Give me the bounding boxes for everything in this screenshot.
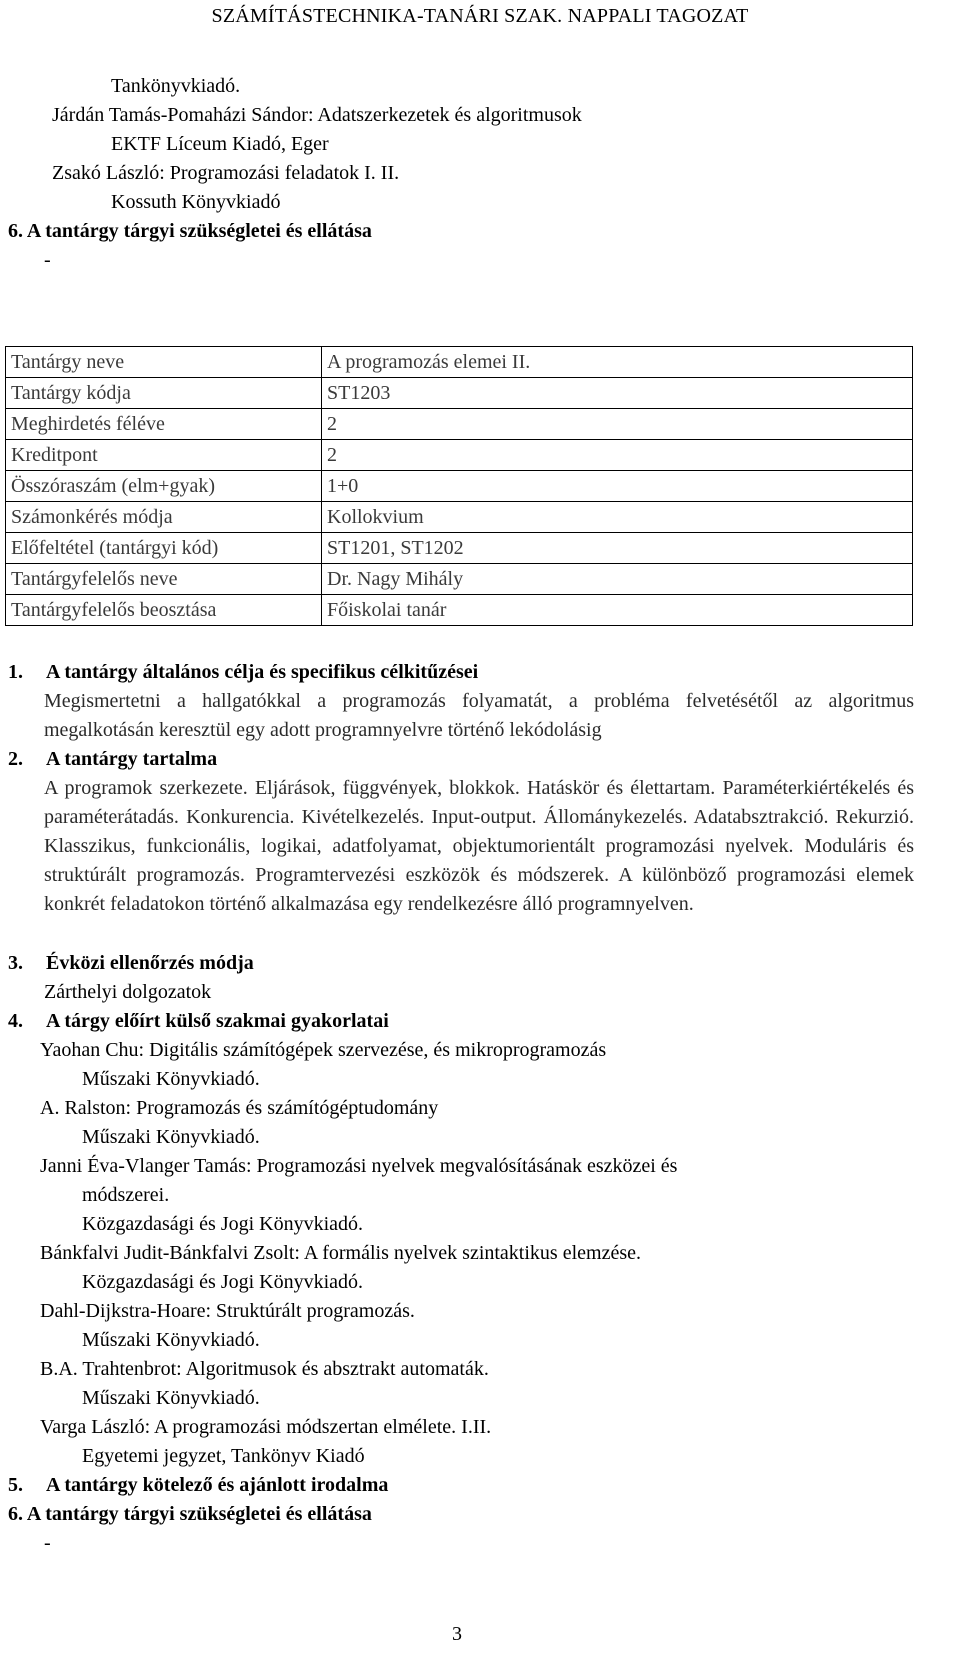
- reference-line: Egyetemi jegyzet, Tankönyv Kiadó: [82, 1445, 365, 1467]
- table-value: Főiskolai tanár: [322, 595, 913, 626]
- table-row: [6, 440, 913, 471]
- section-heading-4: [8, 1007, 389, 1036]
- table-row: [6, 347, 913, 378]
- dash-text: -: [44, 1532, 51, 1554]
- table-value: 2: [322, 440, 913, 471]
- ref-line: Kossuth Könyvkiadó: [111, 191, 281, 213]
- ref-line: Járdán Tamás-Pomaházi Sándor: Adatszerkezetek és algoritmusok: [52, 104, 582, 126]
- section-heading-3: [8, 949, 254, 978]
- table-key: Tantárgyfelelős neve: [6, 564, 322, 595]
- page-header: SZÁMÍTÁSTECHNIKA-TANÁRI SZAK. NAPPALI TAGOZAT: [211, 5, 749, 27]
- table-row: [6, 564, 913, 595]
- section-1-text: Megismertetni a hallgatókkal a programozás folyamatát, a probléma felvetésétől az algoritmus megalkotásán keresztül egy adott programnyelvre történő lekódolásig: [44, 690, 914, 741]
- table-row: [6, 409, 913, 440]
- table-row: [6, 471, 913, 502]
- table-value: ST1201, ST1202: [322, 533, 913, 564]
- table-key: Meghirdetés féléve: [6, 409, 322, 440]
- section-number: 6.: [8, 220, 23, 242]
- table-key: Összóraszám (elm+gyak): [6, 471, 322, 502]
- table-key: Számonkérés módja: [6, 502, 322, 533]
- reference-line: Janni Éva-Vlanger Tamás: Programozási nyelvek megvalósításának eszközei és: [40, 1155, 678, 1177]
- table-value: 2: [322, 409, 913, 440]
- reference-line: Yaohan Chu: Digitális számítógépek szervezése, és mikroprogramozás: [40, 1039, 607, 1061]
- section-title: A tantárgy tárgyi szükségletei és ellátása: [26, 1503, 372, 1525]
- reference-line: Közgazdasági és Jogi Könyvkiadó.: [82, 1213, 364, 1235]
- section-title: A tantárgy általános célja és specifikus célkitűzései: [46, 661, 479, 683]
- reference-line: Bánkfalvi Judit-Bánkfalvi Zsolt: A formális nyelvek szintaktikus elemzése.: [40, 1242, 641, 1264]
- section-title: A tantárgy kötelező és ajánlott irodalma: [46, 1474, 389, 1496]
- table-key: Kreditpont: [6, 440, 322, 471]
- dash-text: -: [44, 249, 51, 271]
- reference-line: B.A. Trahtenbrot: Algoritmusok és absztrakt automaták.: [40, 1358, 489, 1380]
- section-heading-6-bottom: [8, 1500, 372, 1529]
- reference-line: Műszaki Könyvkiadó.: [82, 1126, 260, 1148]
- reference-line: Műszaki Könyvkiadó.: [82, 1387, 260, 1409]
- reference-line: módszerei.: [82, 1184, 170, 1206]
- section-heading-6-top: [8, 217, 372, 246]
- table-key: Tantárgy kódja: [6, 378, 322, 409]
- section-title: A tantárgy tartalma: [46, 748, 218, 770]
- section-number: 3.: [8, 952, 23, 974]
- table-value: ST1203: [322, 378, 913, 409]
- ref-line: Tankönyvkiadó.: [111, 75, 241, 97]
- table-row: [6, 378, 913, 409]
- ref-line: Zsakó László: Programozási feladatok I. II.: [52, 162, 400, 184]
- section-heading-5: [8, 1471, 388, 1500]
- reference-line: Műszaki Könyvkiadó.: [82, 1329, 260, 1351]
- table-row: [6, 502, 913, 533]
- ref-line: EKTF Líceum Kiadó, Eger: [111, 133, 329, 155]
- table-row: [6, 533, 913, 564]
- section-number: 2.: [8, 748, 23, 770]
- section-number: 4.: [8, 1010, 23, 1032]
- section-2-text: A programok szerkezete. Eljárások, függvények, blokkok. Hatáskör és élettartam. Paraméterkiértékelés és paraméterátadás. Konkurencia. Kivételkezelés. Input-output. Állománykezelés. Adatabsztrakció. Rekurzió. Klasszikus, funkcionális, logikai, adatfolyamat, objektumorientált programozási nyelvek. Moduláris és struktúrált programozás. Programtervezési eszközök és módszerek. A különböző programozási elemek konkrét feladatokon történő alkalmazása egy rendelkezésre álló programnyelven.: [44, 777, 914, 915]
- section-heading-1: [8, 658, 478, 687]
- reference-line: Varga László: A programozási módszertan elmélete. I.II.: [40, 1416, 492, 1438]
- table-row: [6, 595, 913, 626]
- section-number: 5.: [8, 1474, 23, 1496]
- page-number: 3: [452, 1623, 462, 1645]
- table-key: Előfeltétel (tantárgyi kód): [6, 533, 322, 564]
- section-title: A tárgy előírt külső szakmai gyakorlatai: [46, 1010, 389, 1032]
- section-3-text: Zárthelyi dolgozatok: [44, 981, 212, 1003]
- table-value: 1+0: [322, 471, 913, 502]
- reference-line: Közgazdasági és Jogi Könyvkiadó.: [82, 1271, 364, 1293]
- section-title: Évközi ellenőrzés módja: [46, 952, 254, 974]
- table-value: A programozás elemei II.: [322, 347, 913, 378]
- table-value: Dr. Nagy Mihály: [322, 564, 913, 595]
- reference-line: Dahl-Dijkstra-Hoare: Struktúrált programozás.: [40, 1300, 415, 1322]
- table-key: Tantárgyfelelős beosztása: [6, 595, 322, 626]
- course-info-table: [5, 346, 913, 626]
- section-title: A tantárgy tárgyi szükségletei és ellátása: [26, 220, 372, 242]
- section-number: 6.: [8, 1503, 23, 1525]
- section-heading-2: [8, 745, 217, 774]
- reference-line: Műszaki Könyvkiadó.: [82, 1068, 260, 1090]
- table-key: Tantárgy neve: [6, 347, 322, 378]
- table-value: Kollokvium: [322, 502, 913, 533]
- section-number: 1.: [8, 661, 23, 683]
- reference-line: A. Ralston: Programozás és számítógéptudomány: [40, 1097, 439, 1119]
